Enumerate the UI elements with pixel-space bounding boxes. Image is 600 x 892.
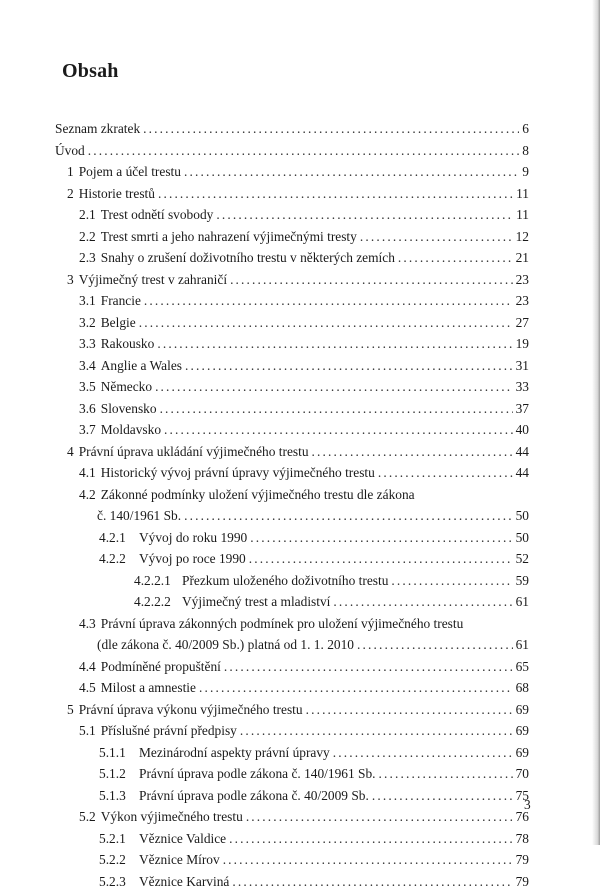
dot-leader xyxy=(199,677,513,699)
toc-entry-page: 69 xyxy=(516,742,529,764)
toc-entry xyxy=(55,312,529,334)
toc-entry-number: 4 xyxy=(67,441,74,463)
toc-entry-title: Vývoj do roku 1990 xyxy=(139,527,247,549)
toc-entry xyxy=(55,226,529,248)
toc-entry-page: 52 xyxy=(516,548,529,570)
toc-entry-number: 4.1 xyxy=(79,462,96,484)
toc-entry-title-continuation: č. 140/1961 Sb. xyxy=(97,505,181,527)
dot-leader xyxy=(223,849,513,871)
toc-entry-number: 2.2 xyxy=(79,226,96,248)
dot-leader xyxy=(249,548,513,570)
toc-entry-title: Věznice Mírov xyxy=(139,849,220,871)
toc-entry-page: 50 xyxy=(516,527,529,549)
toc-entry-page: 44 xyxy=(516,462,529,484)
toc-entry-title: Právní úprava podle zákona č. 40/2009 Sb. xyxy=(139,785,369,807)
dot-leader xyxy=(230,269,513,291)
toc-entry xyxy=(55,785,529,807)
toc-entry-number: 2 xyxy=(67,183,74,205)
toc-entry-page: 19 xyxy=(516,333,529,355)
toc-entry-page: 6 xyxy=(522,118,529,140)
toc-entry-number: 3 xyxy=(67,269,74,291)
toc-entry xyxy=(55,484,529,527)
toc-entry xyxy=(55,591,529,613)
toc-entry-title: Milost a amnestie xyxy=(101,677,196,699)
toc-entry xyxy=(55,333,529,355)
toc-entry-page: 27 xyxy=(516,312,529,334)
dot-leader xyxy=(379,763,513,785)
toc-entry-title: Trest smrti a jeho nahrazení výjimečnými tresty xyxy=(101,226,357,248)
dot-leader xyxy=(333,591,512,613)
dot-leader xyxy=(246,806,513,828)
toc-entry xyxy=(55,441,529,463)
toc-entry-title: Výkon výjimečného trestu xyxy=(101,806,243,828)
toc-entry-title: Pojem a účel trestu xyxy=(79,161,181,183)
toc-entry-title: Úvod xyxy=(55,140,85,162)
toc-entry-number: 5.1.3 xyxy=(99,785,139,807)
dot-leader xyxy=(372,785,513,807)
toc-entry-page: 68 xyxy=(516,677,529,699)
dot-leader xyxy=(184,505,513,527)
toc-entry-page: 9 xyxy=(522,161,529,183)
toc-entry-title: Moldavsko xyxy=(101,419,161,441)
toc-entry-page: 69 xyxy=(516,699,529,721)
toc-entry-number: 3.6 xyxy=(79,398,96,420)
toc-entry-title: Věznice Valdice xyxy=(139,828,226,850)
dot-leader xyxy=(88,140,520,162)
toc-entry xyxy=(55,548,529,570)
toc-entry xyxy=(55,161,529,183)
toc-entry xyxy=(55,656,529,678)
toc-entry-title: Výjimečný trest v zahraničí xyxy=(79,269,227,291)
toc-entry xyxy=(55,806,529,828)
toc-entry xyxy=(55,398,529,420)
toc-entry-page: 70 xyxy=(516,763,529,785)
dot-leader xyxy=(240,720,513,742)
toc-entry xyxy=(55,763,529,785)
toc-entry-number: 3.5 xyxy=(79,376,96,398)
toc-entry-number: 1 xyxy=(67,161,74,183)
toc-entry xyxy=(55,527,529,549)
toc-entry-title: Výjimečný trest a mladiství xyxy=(182,591,330,613)
toc-entry xyxy=(55,742,529,764)
toc-entry-number: 4.2.2 xyxy=(99,548,139,570)
toc-entry-page: 69 xyxy=(516,720,529,742)
toc-entry-number: 5 xyxy=(67,699,74,721)
toc-entry-number: 3.3 xyxy=(79,333,96,355)
toc-entry-number: 4.2.2.1 xyxy=(134,570,182,592)
toc-entry-number: 5.2.3 xyxy=(99,871,139,892)
toc-entry-page: 11 xyxy=(516,183,529,205)
toc-entry xyxy=(55,699,529,721)
toc-entry-page: 59 xyxy=(516,570,529,592)
page-number: 3 xyxy=(524,797,531,813)
dot-leader xyxy=(398,247,513,269)
toc-entry-number: 5.2 xyxy=(79,806,96,828)
toc-entry-number: 4.4 xyxy=(79,656,96,678)
toc-entry-page: 11 xyxy=(516,204,529,226)
toc-entry xyxy=(55,677,529,699)
dot-leader xyxy=(312,441,513,463)
toc-entry xyxy=(55,419,529,441)
dot-leader xyxy=(158,183,513,205)
toc-entry-title: Belgie xyxy=(101,312,136,334)
toc-entry-page: 37 xyxy=(516,398,529,420)
toc-entry-page: 12 xyxy=(516,226,529,248)
toc-entry xyxy=(55,118,529,140)
toc-entry-page: 78 xyxy=(516,828,529,850)
dot-leader xyxy=(224,656,513,678)
toc-entry-title: Vývoj po roce 1990 xyxy=(139,548,246,570)
toc-entry-title: Mezinárodní aspekty právní úpravy xyxy=(139,742,330,764)
dot-leader xyxy=(333,742,513,764)
dot-leader xyxy=(306,699,513,721)
toc-entry-title: Seznam zkratek xyxy=(55,118,140,140)
toc-entry-title: Právní úprava výkonu výjimečného trestu xyxy=(79,699,303,721)
toc-entry-number: 5.1.2 xyxy=(99,763,139,785)
toc-entry-number: 2.1 xyxy=(79,204,96,226)
toc-entry-page: 79 xyxy=(516,871,529,892)
toc-entry-page: 8 xyxy=(522,140,529,162)
toc-entry xyxy=(55,570,529,592)
dot-leader xyxy=(360,226,513,248)
toc-entry-title: Právní úprava zákonných podmínek pro uložení výjimečného trestu xyxy=(101,613,464,635)
toc-entry-page: 23 xyxy=(516,290,529,312)
toc-entry xyxy=(55,849,529,871)
toc-entry-title: Slovensko xyxy=(101,398,157,420)
toc-entry-title: Německo xyxy=(101,376,152,398)
dot-leader xyxy=(357,634,513,656)
dot-leader xyxy=(139,312,513,334)
dot-leader xyxy=(184,161,519,183)
toc-entry-title: Věznice Karviná xyxy=(139,871,229,892)
toc-entry-title: Historie trestů xyxy=(79,183,155,205)
toc-entry-number: 4.3 xyxy=(79,613,96,635)
dot-leader xyxy=(164,419,513,441)
toc-entry xyxy=(55,462,529,484)
toc-entry xyxy=(55,247,529,269)
dot-leader xyxy=(250,527,512,549)
toc-entry-page: 65 xyxy=(516,656,529,678)
toc-entry-number: 4.2.2.2 xyxy=(134,591,182,613)
toc-entry xyxy=(55,613,529,656)
dot-leader xyxy=(378,462,513,484)
toc-entry xyxy=(55,204,529,226)
toc-entry-page: 61 xyxy=(516,591,529,613)
toc-entry-page: 61 xyxy=(516,634,529,656)
dot-leader xyxy=(216,204,513,226)
dot-leader xyxy=(391,570,512,592)
toc-entry xyxy=(55,269,529,291)
toc-entry-number: 4.2 xyxy=(79,484,96,506)
toc-entry-number: 4.2.1 xyxy=(99,527,139,549)
toc-entry-number: 5.1 xyxy=(79,720,96,742)
toc-entry-page: 75 xyxy=(516,785,529,807)
toc-entry xyxy=(55,376,529,398)
toc-entry-number: 3.4 xyxy=(79,355,96,377)
toc-entry-number: 5.1.1 xyxy=(99,742,139,764)
toc-entry-page: 76 xyxy=(516,806,529,828)
toc-entry-title: Zákonné podmínky uložení výjimečného trestu dle zákona xyxy=(101,484,415,506)
toc-entry-title: Příslušné právní předpisy xyxy=(101,720,237,742)
toc-entry-page: 79 xyxy=(516,849,529,871)
toc-entry-title-continuation: (dle zákona č. 40/2009 Sb.) platná od 1. 1. 2010 xyxy=(97,634,354,656)
dot-leader xyxy=(232,871,512,892)
toc-entry-page: 31 xyxy=(516,355,529,377)
dot-leader xyxy=(155,376,513,398)
toc-entry-number: 3.7 xyxy=(79,419,96,441)
toc-entry-number: 5.2.1 xyxy=(99,828,139,850)
toc-entry-page: 50 xyxy=(516,505,529,527)
toc-entry-title: Právní úprava podle zákona č. 140/1961 Sb. xyxy=(139,763,376,785)
toc-entry-page: 21 xyxy=(516,247,529,269)
toc-entry xyxy=(55,828,529,850)
toc-entry-number: 3.1 xyxy=(79,290,96,312)
toc-entry-number: 2.3 xyxy=(79,247,96,269)
toc-entry-title: Rakousko xyxy=(101,333,155,355)
toc-entry-page: 44 xyxy=(516,441,529,463)
toc-entry-number: 4.5 xyxy=(79,677,96,699)
toc-entry xyxy=(55,871,529,892)
dot-leader xyxy=(229,828,512,850)
toc-entry-page: 23 xyxy=(516,269,529,291)
toc-entry xyxy=(55,290,529,312)
toc-entry-number: 5.2.2 xyxy=(99,849,139,871)
toc-entry-title: Anglie a Wales xyxy=(101,355,182,377)
dot-leader xyxy=(185,355,513,377)
dot-leader xyxy=(144,290,513,312)
toc-entry-title: Přezkum uloženého doživotního trestu xyxy=(182,570,388,592)
dot-leader xyxy=(143,118,519,140)
toc-entry-title: Francie xyxy=(101,290,141,312)
page-edge-shadow xyxy=(592,0,600,845)
toc-entry-page: 33 xyxy=(516,376,529,398)
toc-entry-title: Historický vývoj právní úpravy výjimečného trestu xyxy=(101,462,375,484)
toc-entry-title: Podmíněné propuštění xyxy=(101,656,221,678)
toc-entry-title: Právní úprava ukládání výjimečného trestu xyxy=(79,441,309,463)
toc-entry xyxy=(55,183,529,205)
toc-entry xyxy=(55,355,529,377)
toc-entry xyxy=(55,720,529,742)
toc-entry-title: Snahy o zrušení doživotního trestu v některých zemích xyxy=(101,247,395,269)
toc-entry-number: 3.2 xyxy=(79,312,96,334)
toc-entry-title: Trest odnětí svobody xyxy=(101,204,214,226)
dot-leader xyxy=(160,398,513,420)
table-of-contents xyxy=(55,118,529,892)
toc-entry xyxy=(55,140,529,162)
page-title: Obsah xyxy=(62,60,119,83)
toc-entry-page: 40 xyxy=(516,419,529,441)
dot-leader xyxy=(157,333,512,355)
